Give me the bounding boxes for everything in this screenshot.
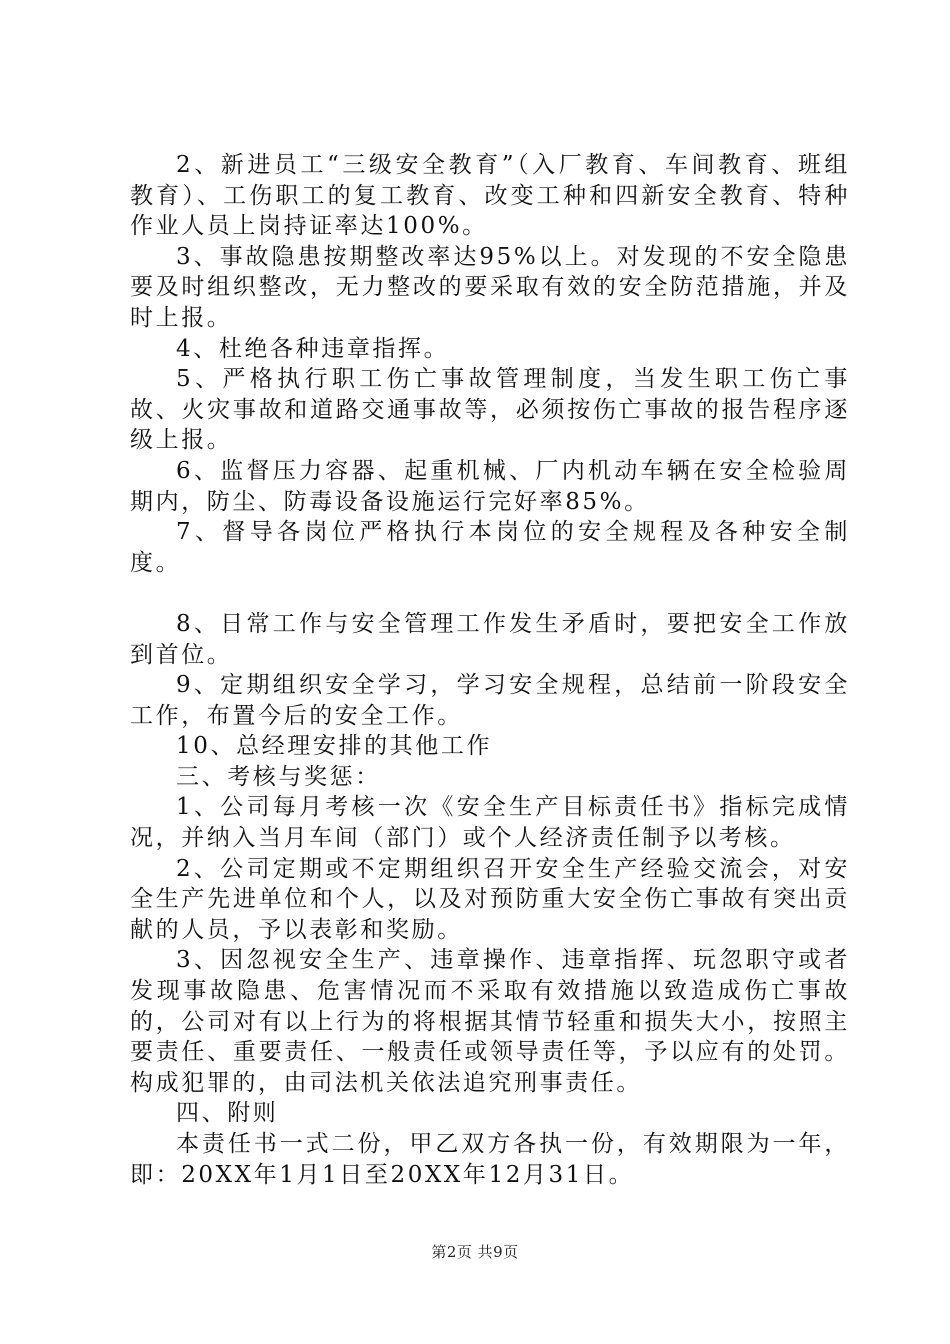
paragraph-assessment-3: 3、因忽视安全生产、违章操作、违章指挥、玩忽职守或者发现事故隐患、危害情况而不采取有效措施以致造成伤亡事故的，公司对有以上行为的将根据其情节轻重和损失大小，按照主要责任、重要责任、一般责任或领导责任等，予以应有的处罚。构成犯罪的，由司法机关依法追究刑事责任。 [130, 947, 850, 1096]
page-number-footer: 第2页 共9页 [431, 1243, 519, 1261]
paragraph-assessment-1: 1、公司每月考核一次《安全生产目标责任书》指标完成情况，并纳入当月车间（部门）或个人经济责任制予以考核。 [130, 794, 850, 852]
paragraph-item-10: 10、总经理安排的其他工作 [176, 733, 493, 760]
paragraph-item-8: 8、日常工作与安全管理工作发生矛盾时，要把安全工作放到首位。 [130, 610, 850, 668]
section-heading-assessment: 三、考核与奖惩： [176, 763, 381, 790]
paragraph-item-9: 9、定期组织安全学习，学习安全规程，总结前一阶段安全工作，布置今后的安全工作。 [130, 672, 850, 729]
paragraph-item-2: 2、新进员工“三级安全教育”（入厂教育、车间教育、班组教育）、工伤职工的复工教育、改变工种和四新安全教育、特种作业人员上岗持证率达100%。 [130, 152, 850, 240]
paragraph-item-7: 7、督导各岗位严格执行本岗位的安全规程及各种安全制度。 [130, 519, 850, 576]
section-heading-appendix: 四、附则 [176, 1100, 279, 1127]
blank-line [130, 578, 850, 609]
paragraph-item-4: 4、杜绝各种违章指挥。 [176, 335, 450, 362]
paragraph-assessment-2: 2、公司定期或不定期组织召开安全生产经验交流会，对安全生产先进单位和个人，以及对预防重大安全伤亡事故有突出贡献的人员，予以表彰和奖励。 [130, 855, 850, 943]
paragraph-item-6: 6、监督压力容器、起重机械、厂内机动车辆在安全检验周期内，防尘、防毒设备设施运行完好率85%。 [130, 457, 850, 515]
paragraph-item-3: 3、事故隐患按期整改率达95%以上。对发现的不安全隐患要及时组织整改，无力整改的要采取有效的安全防范措施，并及时上报。 [130, 243, 850, 331]
document-body [130, 150, 850, 1190]
paragraph-appendix-validity: 本责任书一式二份，甲乙双方各执一份，有效期限为一年，即：20XX年1月1日至20XX年12月31日。 [130, 1131, 850, 1188]
paragraph-item-5: 5、严格执行职工伤亡事故管理制度，当发生职工伤亡事故、火灾事故和道路交通事故等，必须按伤亡事故的报告程序逐级上报。 [130, 366, 850, 454]
